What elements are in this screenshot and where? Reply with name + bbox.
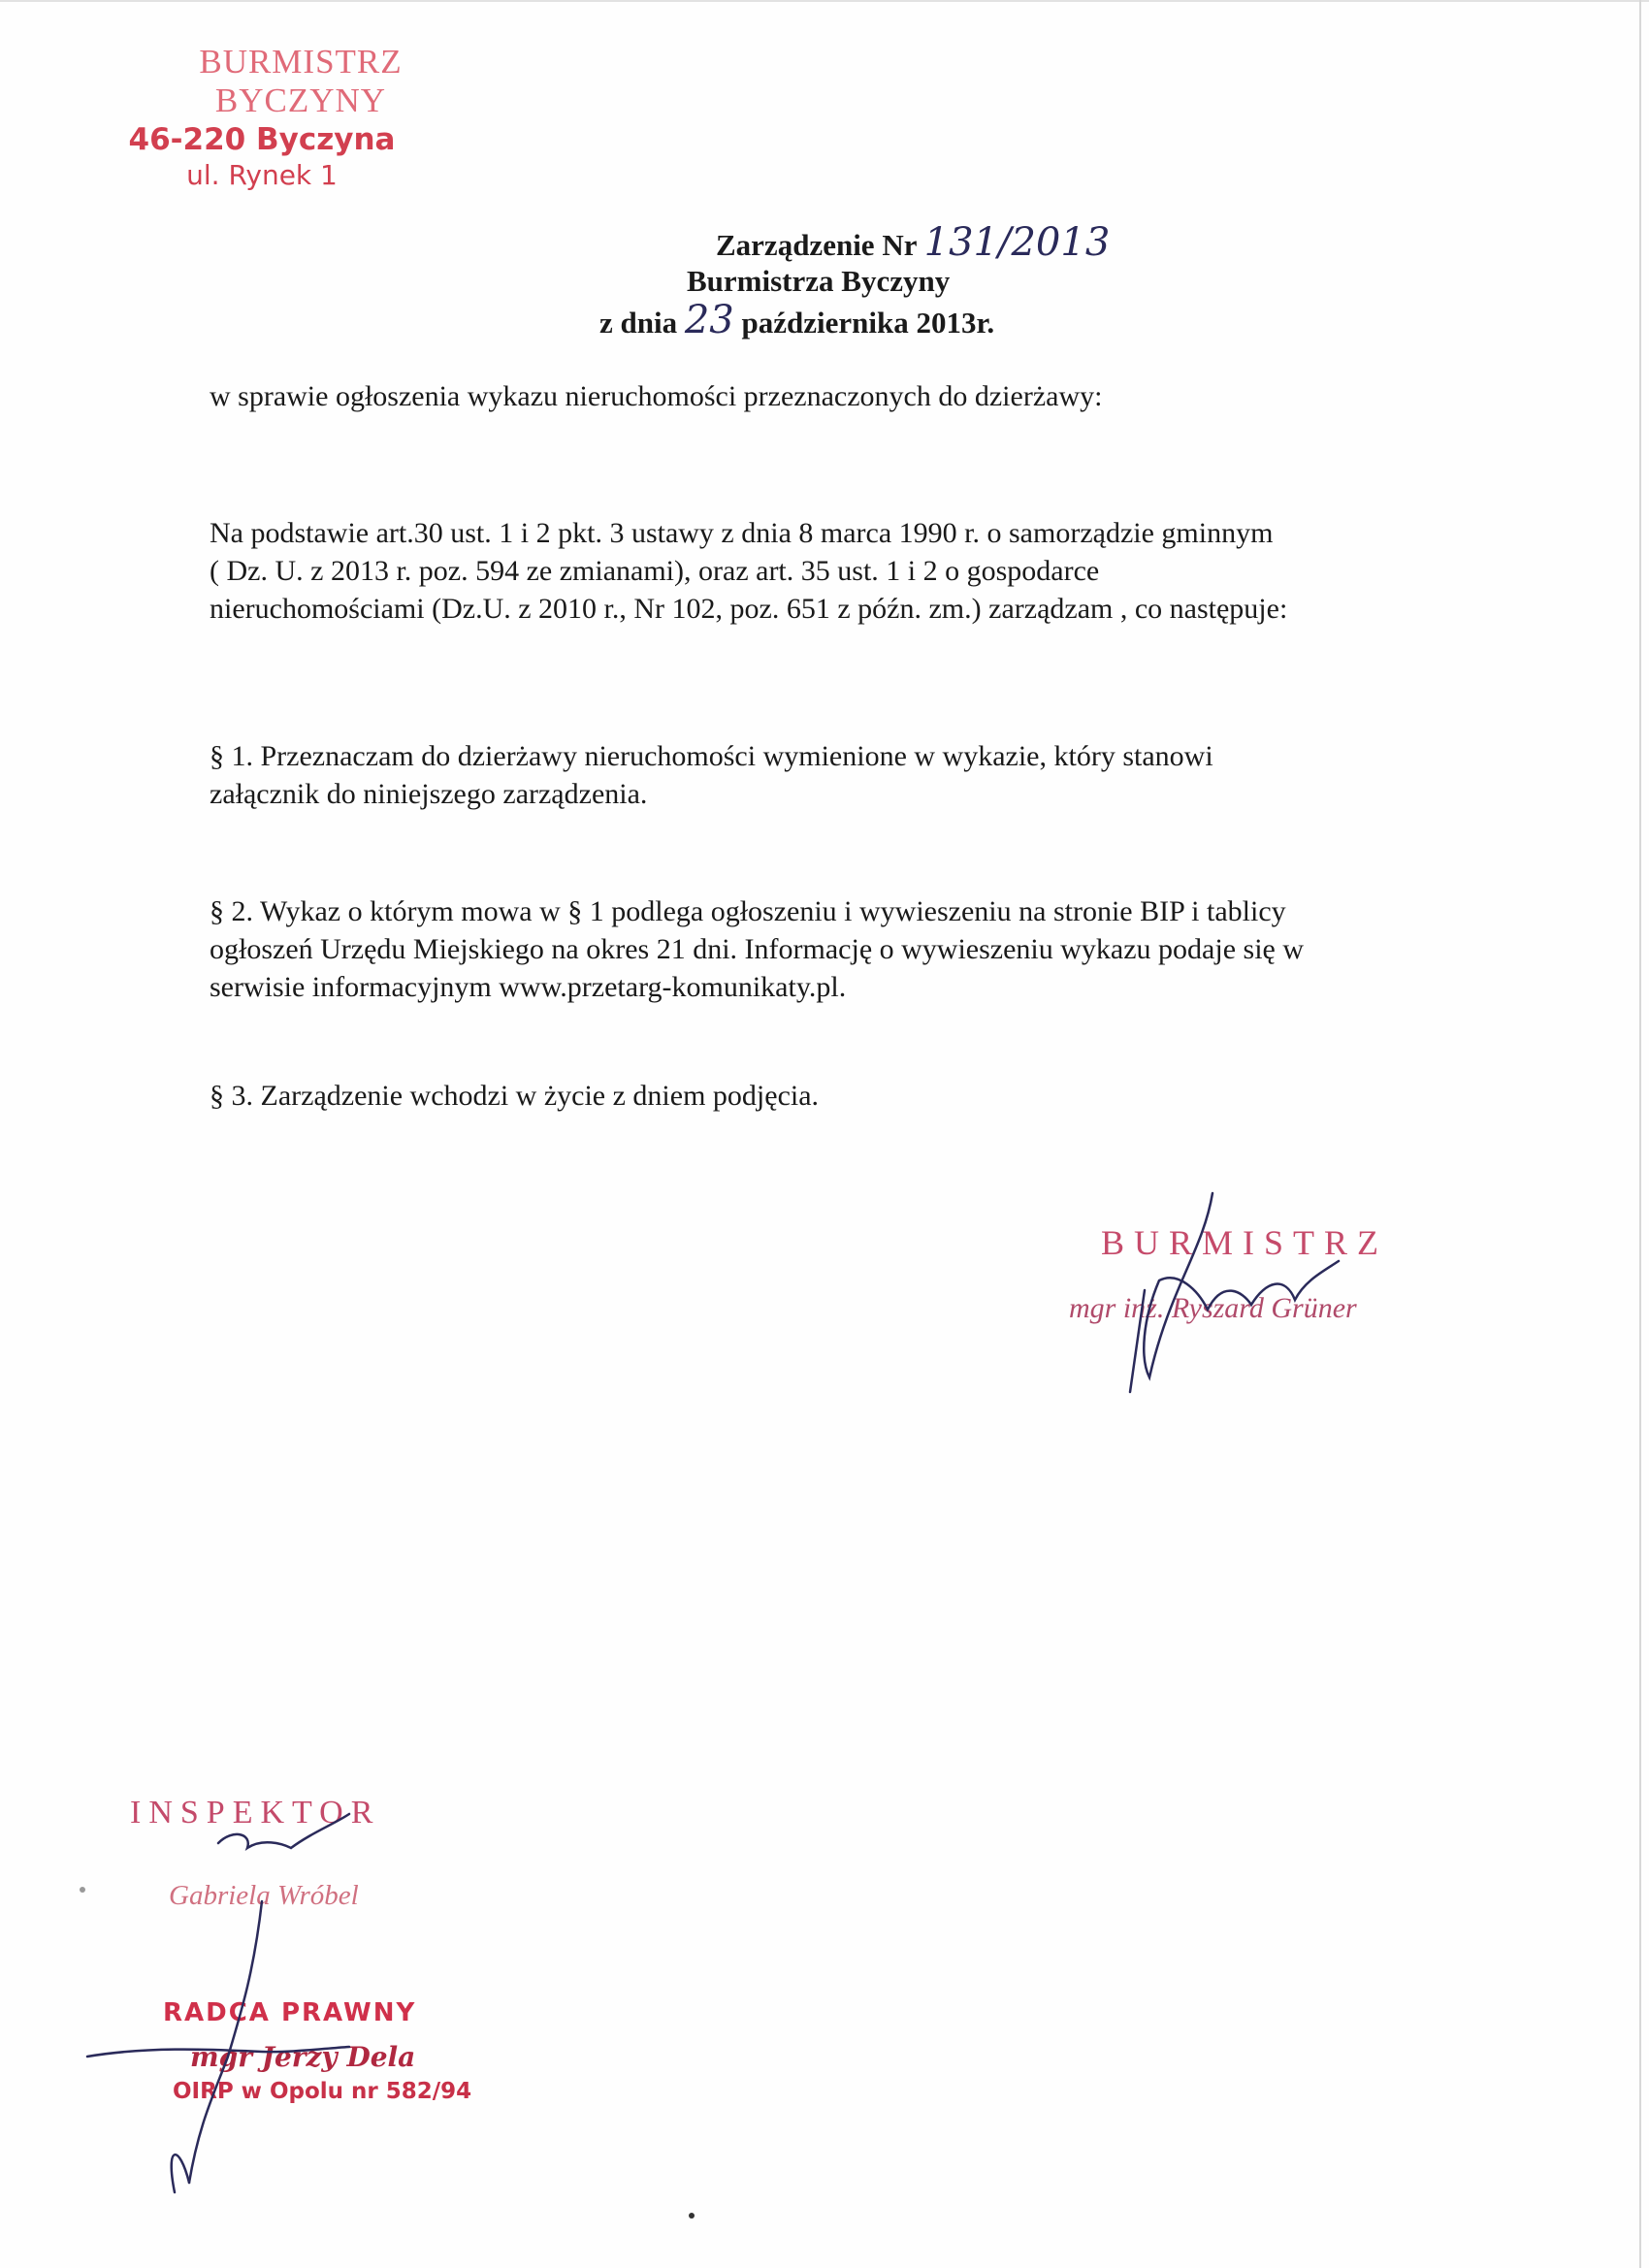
- ordinance-subject: w sprawie ogłoszenia wykazu nieruchomości przeznaczonych do dzierżawy:: [210, 380, 1103, 412]
- basis-line: ( Dz. U. z 2013 r. poz. 594 ze zmianami), oraz art. 35 ust. 1 i 2 o gospodarce: [210, 555, 1100, 587]
- scan-edge-top: [0, 0, 1649, 2]
- scan-speck: [80, 1887, 85, 1893]
- mayor-signature-block: [1057, 1203, 1465, 1416]
- basis-line: Na podstawie art.30 ust. 1 i 2 pkt. 3 ustawy z dnia 8 marca 1990 r. o samorządzie gminnym: [210, 517, 1274, 549]
- section-1: [210, 737, 1441, 813]
- mayor-stamp-title: BURMISTRZ: [1101, 1223, 1389, 1262]
- ordinance-date: [599, 298, 995, 342]
- scan-speck: [689, 2213, 695, 2219]
- section-2-line: ogłoszeń Urzędu Miejskiego na okres 21 dni. Informację o wywieszeniu wykazu podaje się w: [210, 933, 1305, 965]
- ordinance-title-prefix: Zarządzenie Nr: [716, 228, 917, 262]
- mayor-stamp-name: mgr inż. Ryszard Grüner: [1069, 1292, 1357, 1324]
- scan-edge-right: [1639, 0, 1641, 2268]
- section-2-line: § 2. Wykaz o którym mowa w § 1 podlega ogłoszeniu i wywieszeniu na stronie BIP i tablicy: [210, 895, 1286, 927]
- office-stamp-line3: ul. Rynek 1: [186, 159, 338, 191]
- section-1-line: załącznik do niniejszego zarządzenia.: [210, 778, 648, 810]
- section-3: [210, 1077, 1441, 1115]
- counsel-stamp-title: RADCA PRAWNY: [163, 1998, 417, 2027]
- ordinance-title: [716, 220, 1111, 265]
- date-day: 23: [684, 298, 734, 342]
- counsel-stamp-registry: OIRP w Opolu nr 582/94: [173, 2079, 472, 2104]
- office-stamp-line2: 46-220 Byczyna: [128, 122, 396, 157]
- inspector-stamp-title: INSPEKTOR: [130, 1795, 381, 1831]
- section-1-line: § 1. Przeznaczam do dzierżawy nieruchomości wymienione w wykazie, który stanowi: [210, 740, 1213, 772]
- date-prefix: z dnia: [599, 306, 678, 340]
- section-2-line: serwisie informacyjnym www.przetarg-komunikaty.pl.: [210, 971, 847, 1003]
- counsel-signature-stroke: [172, 2155, 189, 2192]
- date-suffix: października 2013r.: [741, 306, 995, 340]
- section-3-line: § 3. Zarządzenie wchodzi w życie z dniem podjęcia.: [210, 1080, 820, 1112]
- ordinance-number: 131/2013: [923, 220, 1111, 265]
- office-stamp-line1: BURMISTRZ BYCZYNY: [199, 43, 403, 119]
- ordinance-issuer: Burmistrza Byczyny: [687, 264, 951, 298]
- office-stamp: [116, 43, 485, 191]
- inspector-stamp: [130, 1795, 380, 1912]
- legal-counsel-stamp: [163, 1998, 471, 2104]
- basis-line: nieruchomościami (Dz.U. z 2010 r., Nr 102, poz. 651 z późn. zm.) zarządzam , co następuje:: [210, 593, 1288, 625]
- legal-basis-paragraph: [210, 514, 1441, 628]
- counsel-stamp-name: mgr Jerzy Dela: [190, 2041, 416, 2073]
- inspector-stamp-name: Gabriela Wróbel: [169, 1880, 359, 1911]
- section-2: [210, 892, 1441, 1006]
